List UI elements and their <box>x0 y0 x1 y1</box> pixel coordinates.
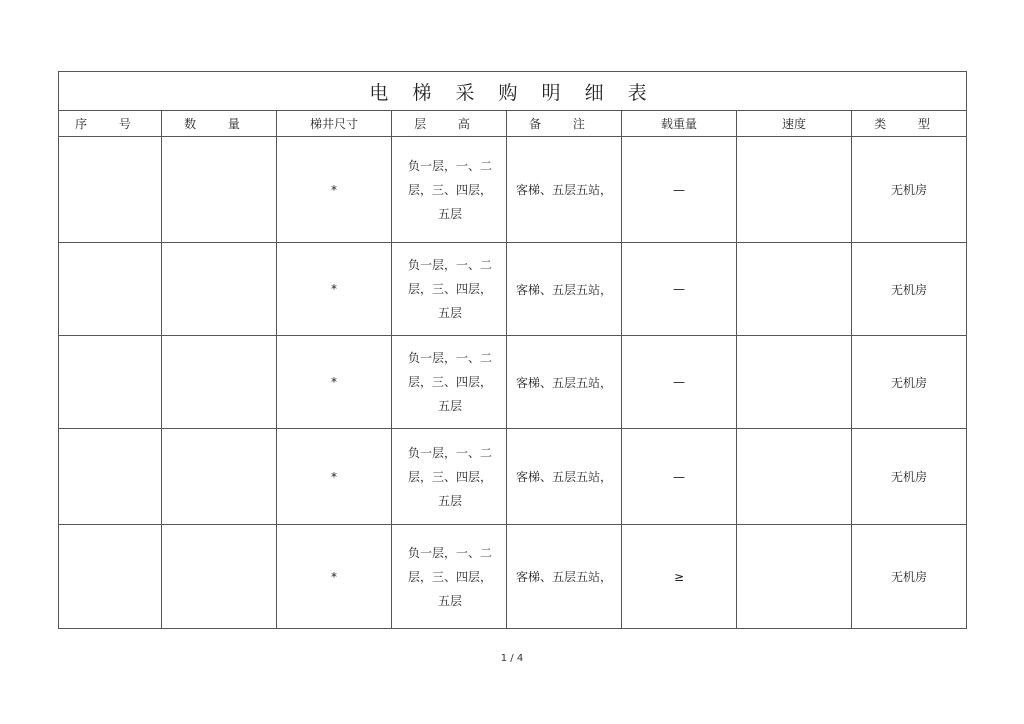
remarks-cell: 客梯、五层五站， <box>507 137 622 243</box>
load-cell: — <box>622 137 737 243</box>
floor-line: 五层 <box>437 206 462 221</box>
shaft-size-cell: * <box>277 336 392 429</box>
floor-height-cell <box>392 525 507 629</box>
seq-cell <box>59 137 162 243</box>
header-speed: 速度 <box>737 111 852 137</box>
floor-line: 五层 <box>437 306 462 320</box>
remarks-cell: 客梯、五层五站， <box>507 525 622 629</box>
qty-cell <box>162 137 277 243</box>
seq-cell <box>59 243 162 336</box>
header-floor-height: 层 高 <box>392 111 507 137</box>
seq-cell <box>59 429 162 525</box>
header-seq: 序 号 <box>59 111 162 137</box>
header-type: 类 型 <box>852 111 967 137</box>
qty-cell <box>162 336 277 429</box>
floor-height-cell <box>392 243 507 336</box>
shaft-size-cell: * <box>277 429 392 525</box>
floor-line: 负一层，一、二 <box>407 545 492 560</box>
floor-line: 层，三、四层， <box>407 182 492 197</box>
floor-line: 五层 <box>437 593 462 608</box>
floor-line: 层，三、四层， <box>407 375 492 389</box>
table-row <box>59 243 967 336</box>
floor-line: 五层 <box>437 399 462 413</box>
floor-line: 层，三、四层， <box>407 569 492 584</box>
seq-cell <box>59 336 162 429</box>
header-qty: 数 量 <box>162 111 277 137</box>
table-row <box>59 137 967 243</box>
shaft-size-cell: * <box>277 137 392 243</box>
speed-cell <box>737 243 852 336</box>
qty-cell <box>162 429 277 525</box>
load-cell: — <box>622 429 737 525</box>
floor-line: 负一层，一、二 <box>407 158 492 173</box>
shaft-size-cell: * <box>277 243 392 336</box>
floor-height-cell <box>392 429 507 525</box>
load-cell: — <box>622 243 737 336</box>
header-remarks: 备 注 <box>507 111 622 137</box>
table-row <box>59 525 967 629</box>
floor-line: 负一层，一、二 <box>407 351 492 365</box>
speed-cell <box>737 336 852 429</box>
table-row <box>59 429 967 525</box>
type-cell: 无机房 <box>852 525 967 629</box>
table-title: 电 梯 采 购 明 细 表 <box>59 72 967 111</box>
remarks-cell: 客梯、五层五站， <box>507 336 622 429</box>
qty-cell <box>162 525 277 629</box>
remarks-cell: 客梯、五层五站， <box>507 429 622 525</box>
seq-cell <box>59 525 162 629</box>
shaft-size-cell: * <box>277 525 392 629</box>
floor-line: 负一层，一、二 <box>407 258 492 272</box>
floor-line: 层，三、四层， <box>407 282 492 296</box>
procurement-table <box>58 71 967 629</box>
header-shaft-size: 梯井尺寸 <box>277 111 392 137</box>
speed-cell <box>737 429 852 525</box>
speed-cell <box>737 137 852 243</box>
floor-height-cell <box>392 137 507 243</box>
floor-height-cell <box>392 336 507 429</box>
speed-cell <box>737 525 852 629</box>
type-cell: 无机房 <box>852 429 967 525</box>
qty-cell <box>162 243 277 336</box>
type-cell: 无机房 <box>852 243 967 336</box>
page-number: 1 / 4 <box>500 653 524 664</box>
floor-line: 负一层，一、二 <box>407 445 492 460</box>
header-load: 载重量 <box>622 111 737 137</box>
load-cell: ≥ <box>622 525 737 629</box>
load-cell: — <box>622 336 737 429</box>
remarks-cell: 客梯、五层五站， <box>507 243 622 336</box>
floor-line: 五层 <box>437 493 462 508</box>
floor-line: 层，三、四层， <box>407 469 492 484</box>
table-row <box>59 336 967 429</box>
type-cell: 无机房 <box>852 336 967 429</box>
type-cell: 无机房 <box>852 137 967 243</box>
